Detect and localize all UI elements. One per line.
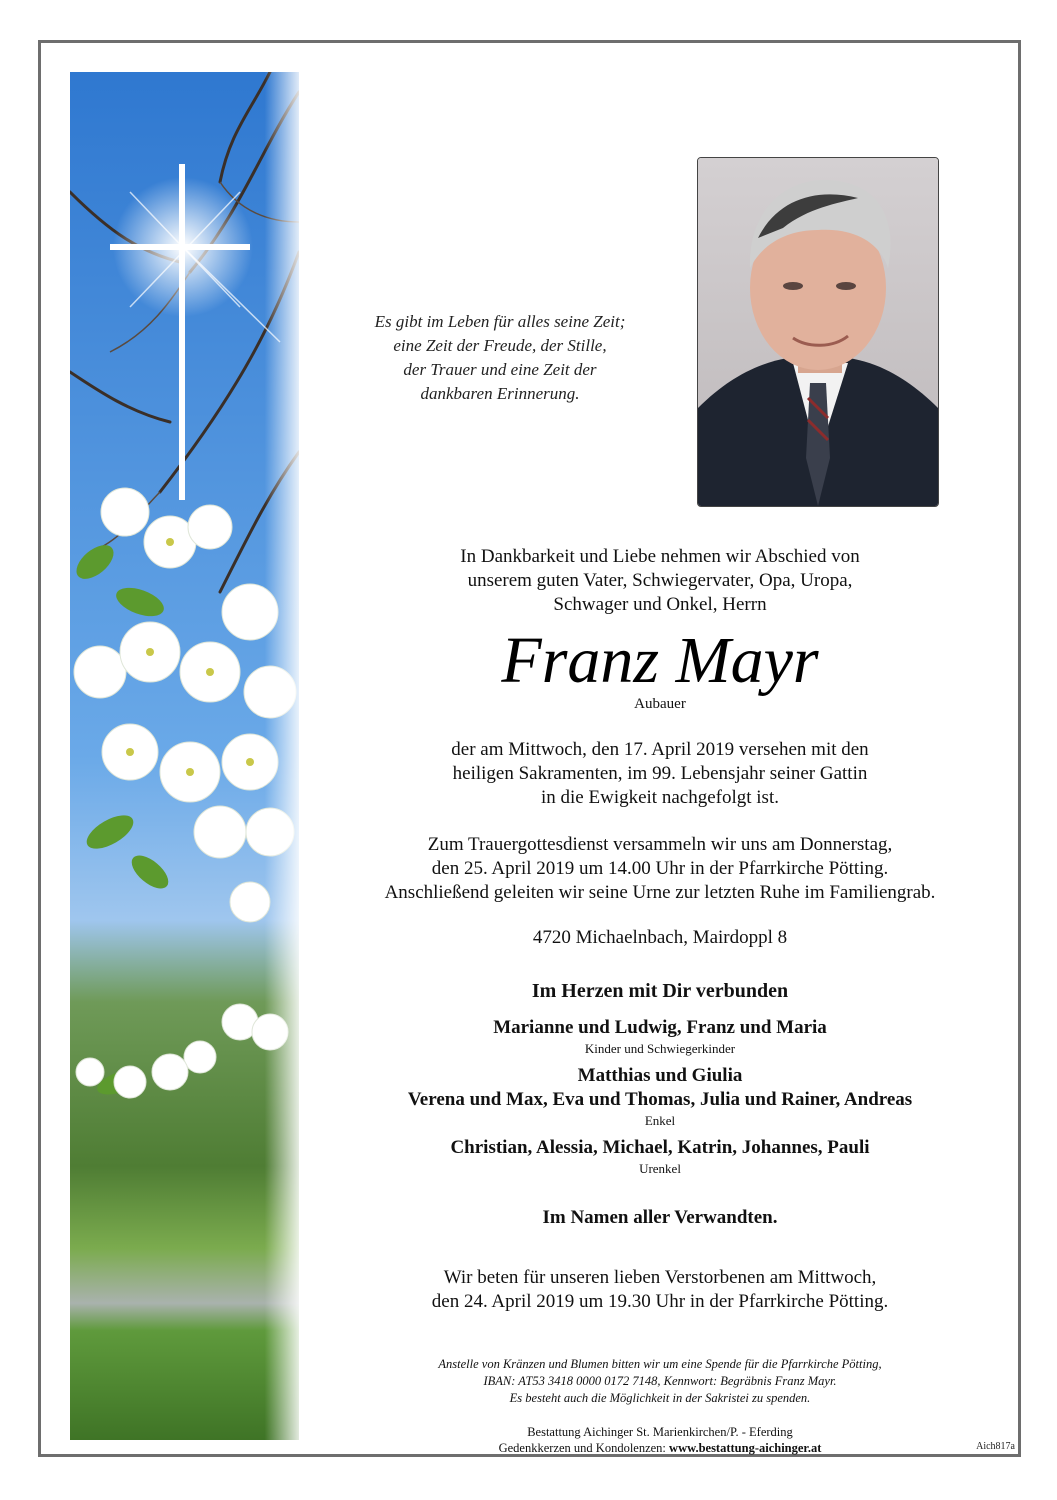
mourner-names: Verena und Max, Eva und Thomas, Julia und Rainer, Andreas [407, 1089, 913, 1110]
intro-line: Schwager und Onkel, Herrn [553, 594, 767, 615]
farewell-intro [330, 545, 990, 617]
prayer-line: den 24. April 2019 um 19.30 Uhr in der Pfarrkirche Pötting. [431, 1291, 889, 1312]
condolence-link[interactable]: www.bestattung-aichinger.at [669, 1441, 822, 1455]
quote-line: dankbaren Erinnerung. [420, 384, 580, 403]
death-line: in die Ewigkeit nachgefolgt ist. [541, 787, 779, 808]
relatives-line: Im Namen aller Verwandten. [542, 1207, 778, 1228]
mourner-role: Enkel [644, 1113, 676, 1128]
note-line: Anstelle von Kränzen und Blumen bitten wir um eine Spende für die Pfarrkirche Pötting, [438, 1357, 882, 1371]
death-line: heiligen Sakramenten, im 99. Lebensjahr seiner Gattin [452, 763, 868, 784]
mourner-group-great-grandchildren [330, 1136, 990, 1177]
death-notice [330, 738, 990, 810]
undertaker-info [330, 1424, 990, 1456]
service-line: den 25. April 2019 um 14.00 Uhr in der Pfarrkirche Pötting. [431, 858, 889, 879]
intro-line: unserem guten Vater, Schwiegervater, Opa, Uropa, [467, 570, 853, 591]
memorial-quote [325, 310, 675, 406]
service-line: Anschließend geleiten wir seine Urne zur letzten Ruhe im Familiengrab. [384, 882, 936, 903]
funeral-service-info [330, 833, 990, 905]
note-line: Es besteht auch die Möglichkeit in der Sakristei zu spenden. [509, 1391, 811, 1405]
condolence-line [330, 1440, 990, 1456]
note-line: IBAN: AT53 3418 0000 0172 7148, Kennwort: Begräbnis Franz Mayr. [483, 1374, 837, 1388]
mourner-names: Christian, Alessia, Michael, Katrin, Johannes, Pauli [450, 1137, 870, 1158]
mourner-role: Kinder und Schwiegerkinder [584, 1041, 736, 1056]
mourner-group-grandchildren [330, 1064, 990, 1129]
heart-heading: Im Herzen mit Dir verbunden [531, 980, 789, 1002]
donation-note [330, 1356, 990, 1407]
mourner-names: Matthias und Giulia [577, 1065, 743, 1086]
quote-line: eine Zeit der Freude, der Stille, [393, 336, 607, 355]
deceased-occupation: Aubauer [634, 696, 686, 712]
quote-line: der Trauer und eine Zeit der [403, 360, 597, 379]
mourner-role: Urenkel [639, 1161, 681, 1176]
mourners-list [330, 1016, 990, 1184]
mourner-group-children [330, 1016, 990, 1057]
deceased-name: Franz Mayr [501, 624, 819, 697]
condolence-label: Gedenkkerzen und Kondolenzen: [498, 1441, 670, 1455]
prayer-line: Wir beten für unseren lieben Verstorbenen am Mittwoch, [443, 1267, 877, 1288]
service-line: Zum Trauergottesdienst versammeln wir uns am Donnerstag, [427, 834, 893, 855]
portrait-photo [697, 157, 939, 507]
family-address: 4720 Michaelnbach, Mairdoppl 8 [532, 927, 788, 948]
intro-line: In Dankbarkeit und Liebe nehmen wir Abschied von [460, 546, 860, 567]
prayer-notice [330, 1266, 990, 1314]
mourner-names: Marianne und Ludwig, Franz und Maria [493, 1017, 827, 1038]
print-code: Aich817a [976, 1441, 1015, 1452]
undertaker-name: Bestattung Aichinger St. Marienkirchen/P. - Eferding [527, 1425, 793, 1439]
blossom-photo-strip [70, 72, 299, 1440]
quote-line: Es gibt im Leben für alles seine Zeit; [374, 312, 626, 331]
death-line: der am Mittwoch, den 17. April 2019 versehen mit den [451, 739, 869, 760]
